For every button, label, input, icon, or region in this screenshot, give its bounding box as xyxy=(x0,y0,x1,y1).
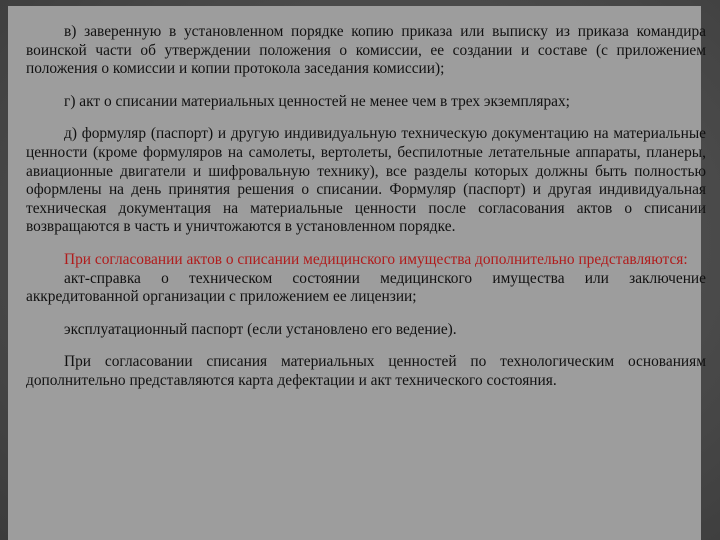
paragraph-g: г) акт о списании материальных ценностей не менее чем в трех экземплярах; xyxy=(64,92,570,110)
paragraph-d: д) формуляр (паспорт) и другую индивидуальную техническую документацию на материальные ценности (кроме формуляров на самолеты, вертолеты, беспилотные летательные аппараты, планеры, авиационные двигатели и шифровальную технику), все разделы которых должны быть полностью оформлены на день принятия решения о списании. Формуляр (паспорт) и другая индивидуальная техническая документация на материальные ценности после согласования актов о списании возвращаются в часть и уничтожаются в установленном порядке. xyxy=(26,125,706,236)
paragraph-technological-grounds: При согласовании списания материальных ценностей по технологическим основаниям дополнительно представляются карта дефектации и акт технического состояния. xyxy=(26,353,706,389)
paragraph-act-certificate: акт-справка о техническом состоянии медицинского имущества или заключение аккредитованной организации с приложением ее лицензии; xyxy=(26,269,706,306)
paragraph-v: в) заверенную в установленном порядке копию приказа или выписку из приказа командира воинской части об утверждении положения о комиссии, ее создании и составе (с приложением положения о комиссии и копии протокола заседания комиссии); xyxy=(26,23,706,78)
paragraph-operational-passport: эксплуатационный паспорт (если установлено его ведение). xyxy=(64,320,457,338)
document-body xyxy=(26,23,706,391)
medical-property-heading: При согласовании актов о списании медицинского имущества дополнительно представляются: xyxy=(64,250,688,268)
text-panel xyxy=(8,6,706,540)
